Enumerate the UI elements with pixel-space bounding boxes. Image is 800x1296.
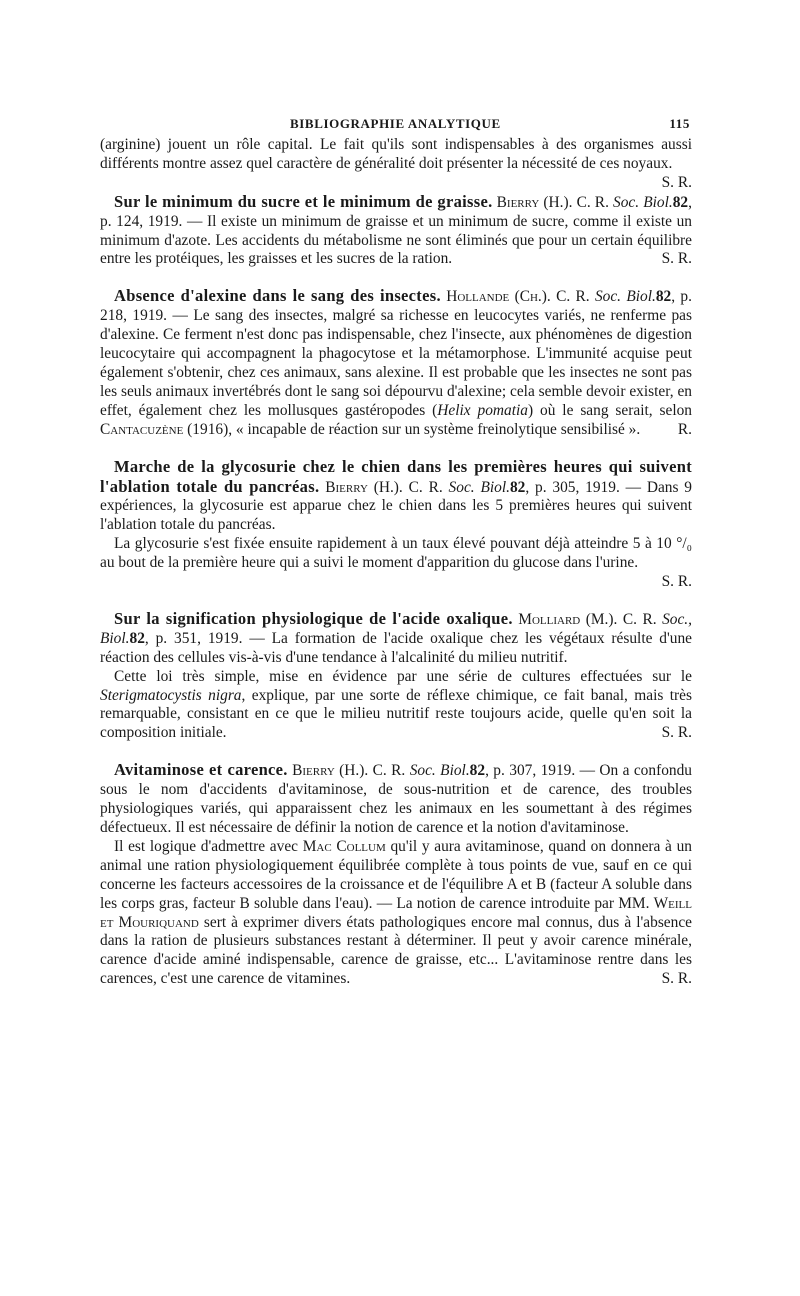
running-header bbox=[100, 112, 692, 136]
entry-heading: Avitaminose et carence. bbox=[114, 760, 288, 780]
entry-glycosurie bbox=[100, 458, 692, 592]
entry-signature: S. R. bbox=[661, 724, 692, 742]
entry-body: (arginine) jouent un rôle capital. Le fait qu'ils sont indispensables à des organismes aussi différents montre assez quel caractère de généralité doit présenter la nécessité de ces noyaux. bbox=[100, 136, 692, 172]
entry-heading: Marche de la glycosurie chez le chien dans les premières heures qui suivent l'ablation totale du pancréas. bbox=[100, 456, 692, 496]
entry-volume: 82 bbox=[129, 629, 145, 647]
entry-body-2: Il est logique d'admettre avec bbox=[114, 837, 303, 855]
entry-body: Il existe un minimum de graisse et un minimum de sucre, comme il existe un minimum d'azote. Les accidents du métabolisme ne sont éliminés que pour un certain équilibre entre les protéiques, les graisses et les sucres de la ration. bbox=[100, 212, 692, 268]
entry-volume: 82 bbox=[509, 478, 526, 496]
entry-signature: R. bbox=[677, 420, 692, 438]
entry-species: Helix pomatia bbox=[437, 401, 528, 419]
entry-body-2: Cette loi très simple, mise en évidence par une série de cultures effectuées sur le bbox=[114, 667, 692, 685]
entry-body: La formation de l'acide oxalique chez les végétaux résulte d'une réaction des cellules vis-à-vis d'une tendance à l'alcalinité du milieu nutritif. bbox=[100, 629, 692, 666]
entry-heading: Sur la signification physiologique de l'acide oxalique. bbox=[114, 608, 513, 628]
entry-avitaminose bbox=[100, 761, 692, 989]
entry-author: Hollande (Ch.). bbox=[446, 288, 551, 306]
entry-signature: S. R. bbox=[661, 250, 692, 268]
header-title: BIBLIOGRAPHIE ANALYTIQUE bbox=[290, 116, 501, 131]
entry-journal-prefix: C. R. bbox=[408, 478, 443, 496]
entry-citation: , p. 124, 1919. — bbox=[100, 193, 692, 230]
entry-body: On a confondu sous le nom d'accidents d'avitaminose, de sous-nutrition et de carence, des troubles physiologiques variés, qui apparaissent chez les animaux en les soumettant à des régimes défectueux. Il est nécessaire de définir la notion de carence et la notion d'avitaminose. bbox=[100, 762, 692, 836]
entry-journal: Soc. Biol. bbox=[448, 478, 510, 496]
entry-body: Dans 9 expériences, la glycosurie est apparue chez le chien dans les 5 premières heures qui suivent l'ablation totale du pancréas. bbox=[100, 478, 692, 534]
entry-body-2-cont: , explique, par une sorte de réflexe chimique, ce fait banal, mais très remarquable, consistant en ce que le milieu nutritif reste toujours acide, quelle qu'en soit la composition initiale. bbox=[100, 686, 693, 742]
entry-citation: , p. 305, 1919. — bbox=[525, 478, 647, 496]
entry-citation: , p. 351, 1919. — bbox=[144, 629, 272, 647]
entry-signature: S. R. bbox=[661, 970, 692, 988]
entry-journal-prefix: C. R. bbox=[556, 288, 590, 306]
entry-heading: Sur le minimum du sucre et le minimum de graisse. bbox=[114, 191, 493, 211]
entry-journal: Soc. Biol. bbox=[613, 193, 673, 211]
entry-continuation bbox=[100, 136, 692, 191]
entry-signature: S. R. bbox=[661, 173, 692, 191]
entry-alexine bbox=[100, 287, 692, 439]
entry-author: Molliard (M.). bbox=[518, 610, 618, 628]
entry-sucre-graisse bbox=[100, 193, 692, 270]
entry-author: Bierry (H.). bbox=[292, 762, 369, 780]
entry-body-2-mid: qu'il y aura avitaminose, quand on donnera à un animal une ration physiologiquement équilibrée complète à tous points de vue, sauf en ce qui concerne les facteurs accessoires de la croissance et de l'équilibre A et B (facteur A soluble dans les corps gras, facteur B soluble dans l'eau). — La notion de carence introduite par MM. bbox=[100, 837, 692, 912]
entry-journal: Soc. Biol. bbox=[594, 288, 656, 306]
entry-citation: , p. 218, 1919. — bbox=[100, 288, 692, 325]
entry-species: Sterigmatocystis nigra bbox=[100, 686, 242, 704]
entry-body-2-end: sert à exprimer divers états pathologiques encore mal connus, dus à l'absence dans la ration de plusieurs substances restant à déterminer. Il peut y avoir carence minérale, carence d'acide aminé indispensable, carence de graisse, etc... L'avitaminose rentre dans les carences, c'est une carence de vitamines. bbox=[100, 913, 692, 988]
entry-signature: S. R. bbox=[661, 573, 692, 591]
entry-citation: , p. 307, 1919. — bbox=[485, 762, 600, 780]
page bbox=[100, 112, 692, 1007]
entry-volume: 82 bbox=[655, 288, 672, 306]
entry-author: Bierry (H.). bbox=[325, 478, 403, 496]
entry-cited-authors-2: Weill et Mouriquand bbox=[100, 894, 692, 931]
entry-body: Le sang des insectes, malgré sa richesse en leucocytes variés, ne renferme pas d'alexine. Ce ferment n'est donc pas indispensable, chez l'insecte, aux phénomènes de digestion leucocytaire qui accompagnent la phagocytose et la métamorphose. L'immunité acquise peut également s'obtenir, chez ces animaux, sans alexine. Il est probable que les insectes ne sont pas les seuls animaux invertébrés dont le sang soi dépourvu d'alexine; cela semble devoir exister, en effet, également chez les mollusques gastéropodes ( bbox=[100, 307, 692, 419]
entry-volume: 82 bbox=[469, 762, 486, 780]
entry-volume: 82 bbox=[672, 193, 689, 211]
entry-journal-prefix: C. R. bbox=[372, 762, 406, 780]
entry-cited-author: Cantacuzène bbox=[100, 420, 184, 438]
entry-cited-author: Mac Collum bbox=[302, 837, 386, 855]
entry-body-end: (1916), « incapable de réaction sur un système freinolytique sensibilisé ». bbox=[183, 420, 641, 438]
entry-journal: Soc., Biol. bbox=[100, 610, 692, 647]
entry-heading: Absence d'alexine dans le sang des insectes. bbox=[114, 286, 441, 306]
entry-journal-prefix: C. R. bbox=[576, 193, 609, 211]
entry-journal-prefix: C. R. bbox=[622, 610, 657, 628]
entry-acide-oxalique bbox=[100, 610, 692, 743]
entry-author: Bierry (H.). bbox=[496, 193, 573, 211]
entry-body-2: La glycosurie s'est fixée ensuite rapidement à un taux élevé pouvant déjà atteindre 5 à 10 °/₀ au bout de la première heure qui a suivi le moment d'apparition du glucose dans l'urine. bbox=[100, 535, 692, 572]
page-number: 115 bbox=[669, 116, 690, 131]
entry-body-cont: ) où le sang serait, selon bbox=[527, 401, 692, 419]
entry-journal: Soc. Biol. bbox=[409, 762, 470, 780]
